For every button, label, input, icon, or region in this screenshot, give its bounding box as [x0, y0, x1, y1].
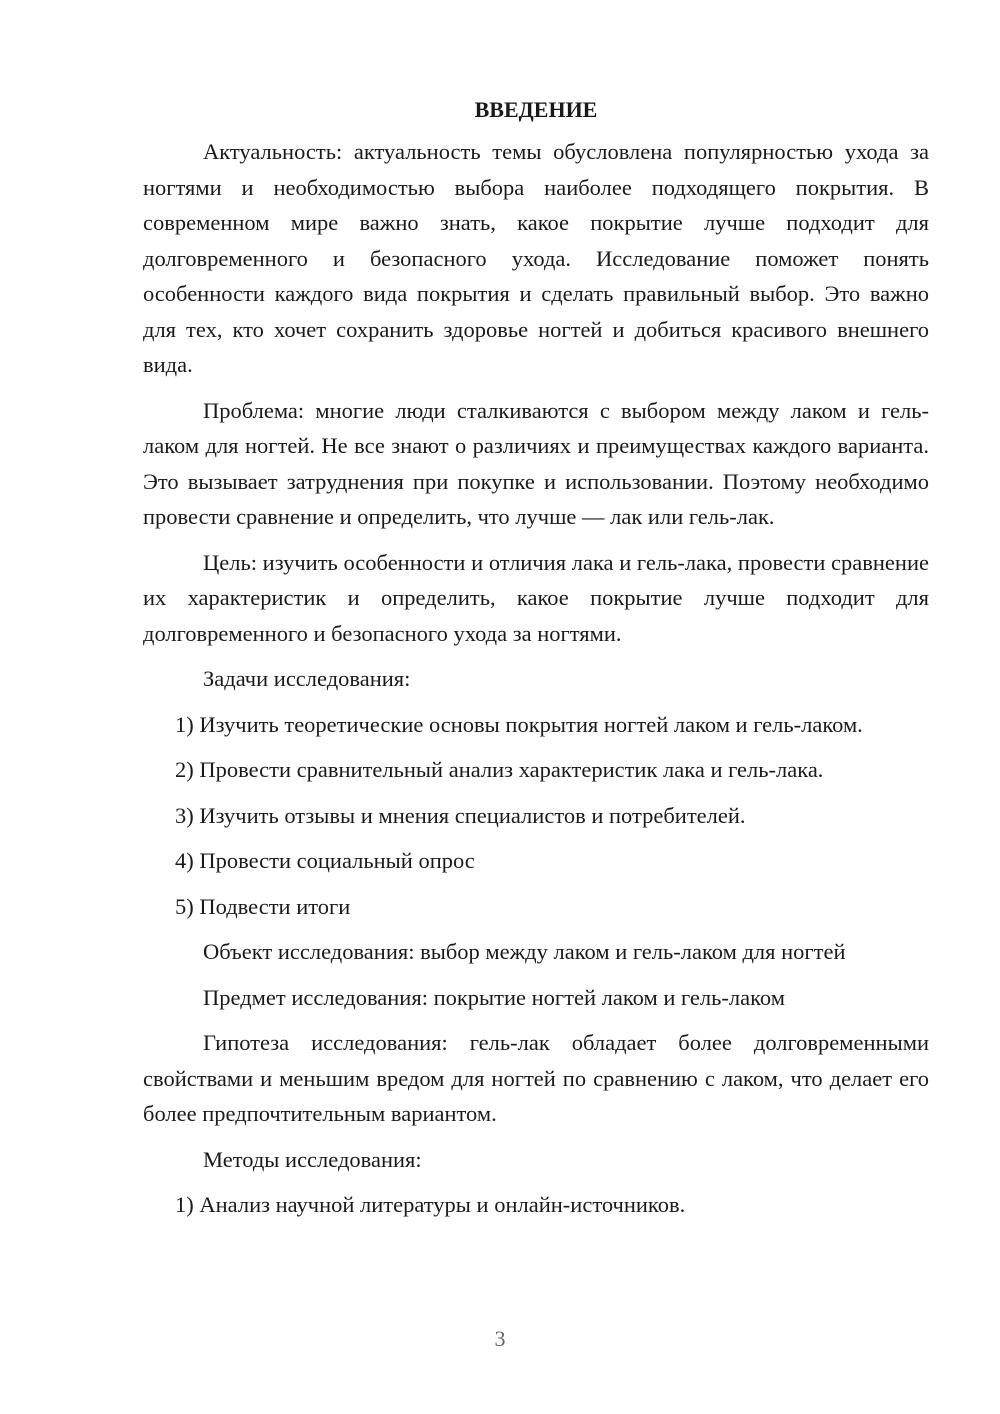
task-item: 2) Провести сравнительный анализ характеристик лака и гель-лака.	[175, 757, 824, 782]
methods-heading: Методы исследования:	[203, 1146, 422, 1172]
object-line: Объект исследования: выбор между лаком и гель-лаком для ногтей	[203, 939, 846, 964]
tasks-heading: Задачи исследования:	[203, 666, 411, 691]
page-number: 3	[494, 1326, 506, 1351]
document-page	[143, 90, 929, 1233]
section-title: ВВЕДЕНИЕ	[474, 97, 598, 122]
goal-paragraph: Цель: изучить особенности и отличия лака и гель-лака, провести сравнение их характеристик и определить, какое покрытие лучше подходит для долговременного и безопасного ухода за ногтями.	[143, 549, 929, 646]
subject-line: Предмет исследования: покрытие ногтей лаком и гель-лаком	[203, 984, 785, 1010]
method-item: 1) Анализ научной литературы и онлайн-источников.	[175, 1192, 686, 1217]
task-item: 3) Изучить отзывы и мнения специалистов и потребителей.	[175, 802, 746, 828]
problem-paragraph: Проблема: многие люди сталкиваются с выбором между лаком и гель-лаком для ногтей. Не все знают о различиях и преимуществах каждого варианта. Это вызывает затруднения при покупке и использовании. Поэтому необходимо провести сравнение и определить, что лучше — лак или гель-лак.	[143, 397, 929, 529]
hypothesis-paragraph: Гипотеза исследования: гель-лак обладает более долговременными свойствами и меньшим вредом для ногтей по сравнению с лаком, что делает его более предпочтительным вариантом.	[143, 1030, 929, 1126]
task-item: 4) Провести социальный опрос	[175, 848, 475, 873]
relevance-paragraph: Актуальность: актуальность темы обусловлена популярностью ухода за ногтями и необходимостью выбора наиболее подходящего покрытия. В современном мире важно знать, какое покрытие лучше подходит для долговременного и безопасного ухода. Исследование поможет понять особенности каждого вида покрытия и сделать правильный выбор. Это важно для тех, кто хочет сохранить здоровье ногтей и добиться красивого внешнего вида.	[143, 139, 929, 377]
task-item: 1) Изучить теоретические основы покрытия ногтей лаком и гель-лаком.	[175, 711, 863, 737]
task-item: 5) Подвести итоги	[175, 893, 351, 919]
